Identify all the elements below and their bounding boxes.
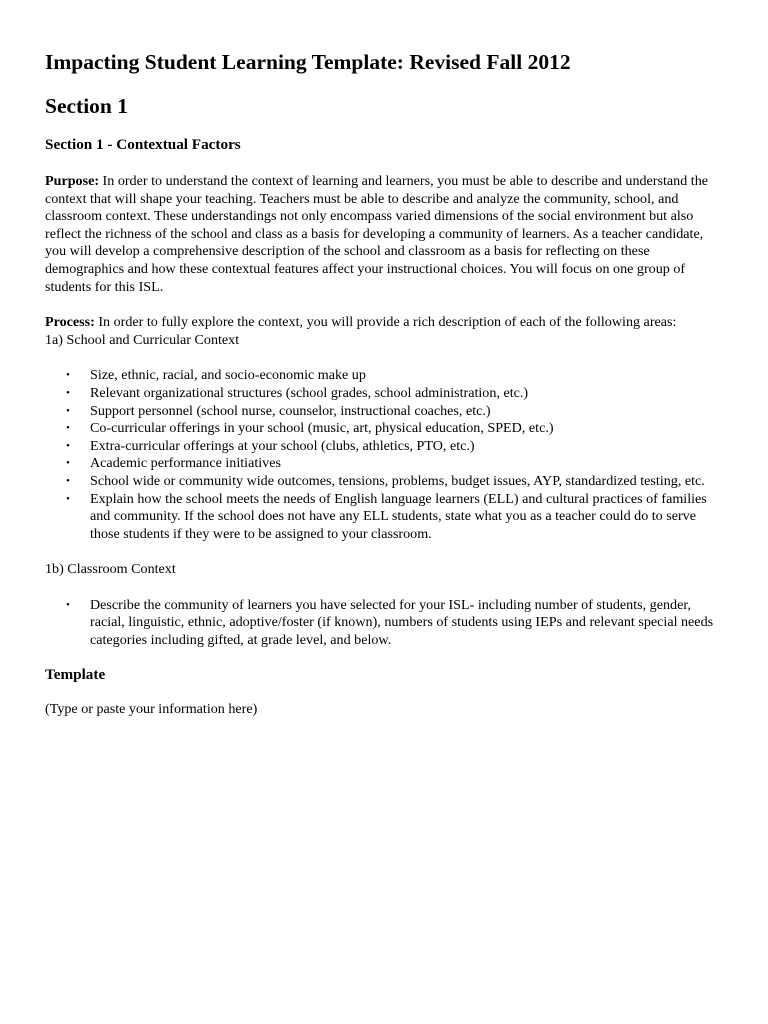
- purpose-paragraph: [45, 173, 725, 296]
- classroom-context-label: 1b) Classroom Context: [45, 561, 176, 578]
- bullet-icon: •: [66, 404, 70, 417]
- document-page: [45, 49, 725, 718]
- school-curricular-context-label: 1a) School and Curricular Context: [45, 331, 240, 348]
- process-text: In order to fully explore the context, you will provide a rich description of each of the following areas:: [94, 314, 677, 331]
- purpose-text: In order to understand the context of learning and learners, you must be able to describe and understand the context that will shape your teaching. Teachers must be able to describe and analyze the community, school, and classroom context. These understandings not only encompass varied dimensions of the social environment but also reflect the richness of the school and class as a basis for developing a community of learners. As a teacher candidate, you will develop a comprehensive description of the school and classroom as a basis for reflecting on these demographics and how these contextual features affect your instructional choices. You will focus on one group of students for this ISL.: [45, 173, 708, 295]
- process-label: Process:: [45, 314, 95, 331]
- list-item: • Relevant organizational structures (school grades, school administration, etc.): [66, 384, 529, 401]
- bullet-icon: •: [66, 439, 70, 452]
- bullet-icon: •: [66, 386, 70, 399]
- list-item: • Describe the community of learners you have selected for your ISL- including number of students, gender, racial, linguistic, ethnic, adoptive/foster (if known), numbers of students using IEPs and relevant special needs categories including gifted, at grade level, and below.: [66, 596, 714, 649]
- list-item: • Size, ethnic, racial, and socio-economic make up: [66, 367, 366, 384]
- list-item: • School wide or community wide outcomes, tensions, problems, budget issues, AYP, standardized testing, etc.: [66, 472, 705, 489]
- bullet-icon: •: [66, 422, 70, 435]
- list-item: • Support personnel (school nurse, counselor, instructional coaches, etc.): [66, 402, 491, 419]
- list-item: • Explain how the school meets the needs of English language learners (ELL) and cultural practices of families and community. If the school does not have any ELL students, state what you as a teacher could do to serve those students if they were to be assigned to your classroom.: [66, 490, 707, 542]
- purpose-label: Purpose:: [45, 173, 100, 189]
- template-heading: Template: [45, 665, 106, 683]
- contextual-factors-heading: Section 1 - Contextual Factors: [45, 136, 241, 153]
- document-title: Impacting Student Learning Template: Revised Fall 2012: [45, 50, 571, 74]
- bullet-icon: •: [66, 598, 70, 611]
- process-paragraph: [45, 314, 725, 332]
- classroom-context-list: [45, 597, 725, 650]
- list-item: • Academic performance initiatives: [66, 455, 281, 472]
- list-item: • Extra-curricular offerings at your school (clubs, athletics, PTO, etc.): [66, 437, 475, 454]
- bullet-icon: •: [66, 492, 70, 505]
- list-item: • Co-curricular offerings in your school (music, art, physical education, SPED, etc.): [66, 420, 554, 437]
- bullet-icon: •: [66, 457, 70, 470]
- section-heading: Section 1: [45, 94, 129, 118]
- template-placeholder-text[interactable]: (Type or paste your information here): [45, 700, 258, 717]
- bullet-icon: •: [66, 474, 70, 487]
- school-context-list: [45, 367, 725, 543]
- bullet-icon: •: [66, 369, 70, 382]
